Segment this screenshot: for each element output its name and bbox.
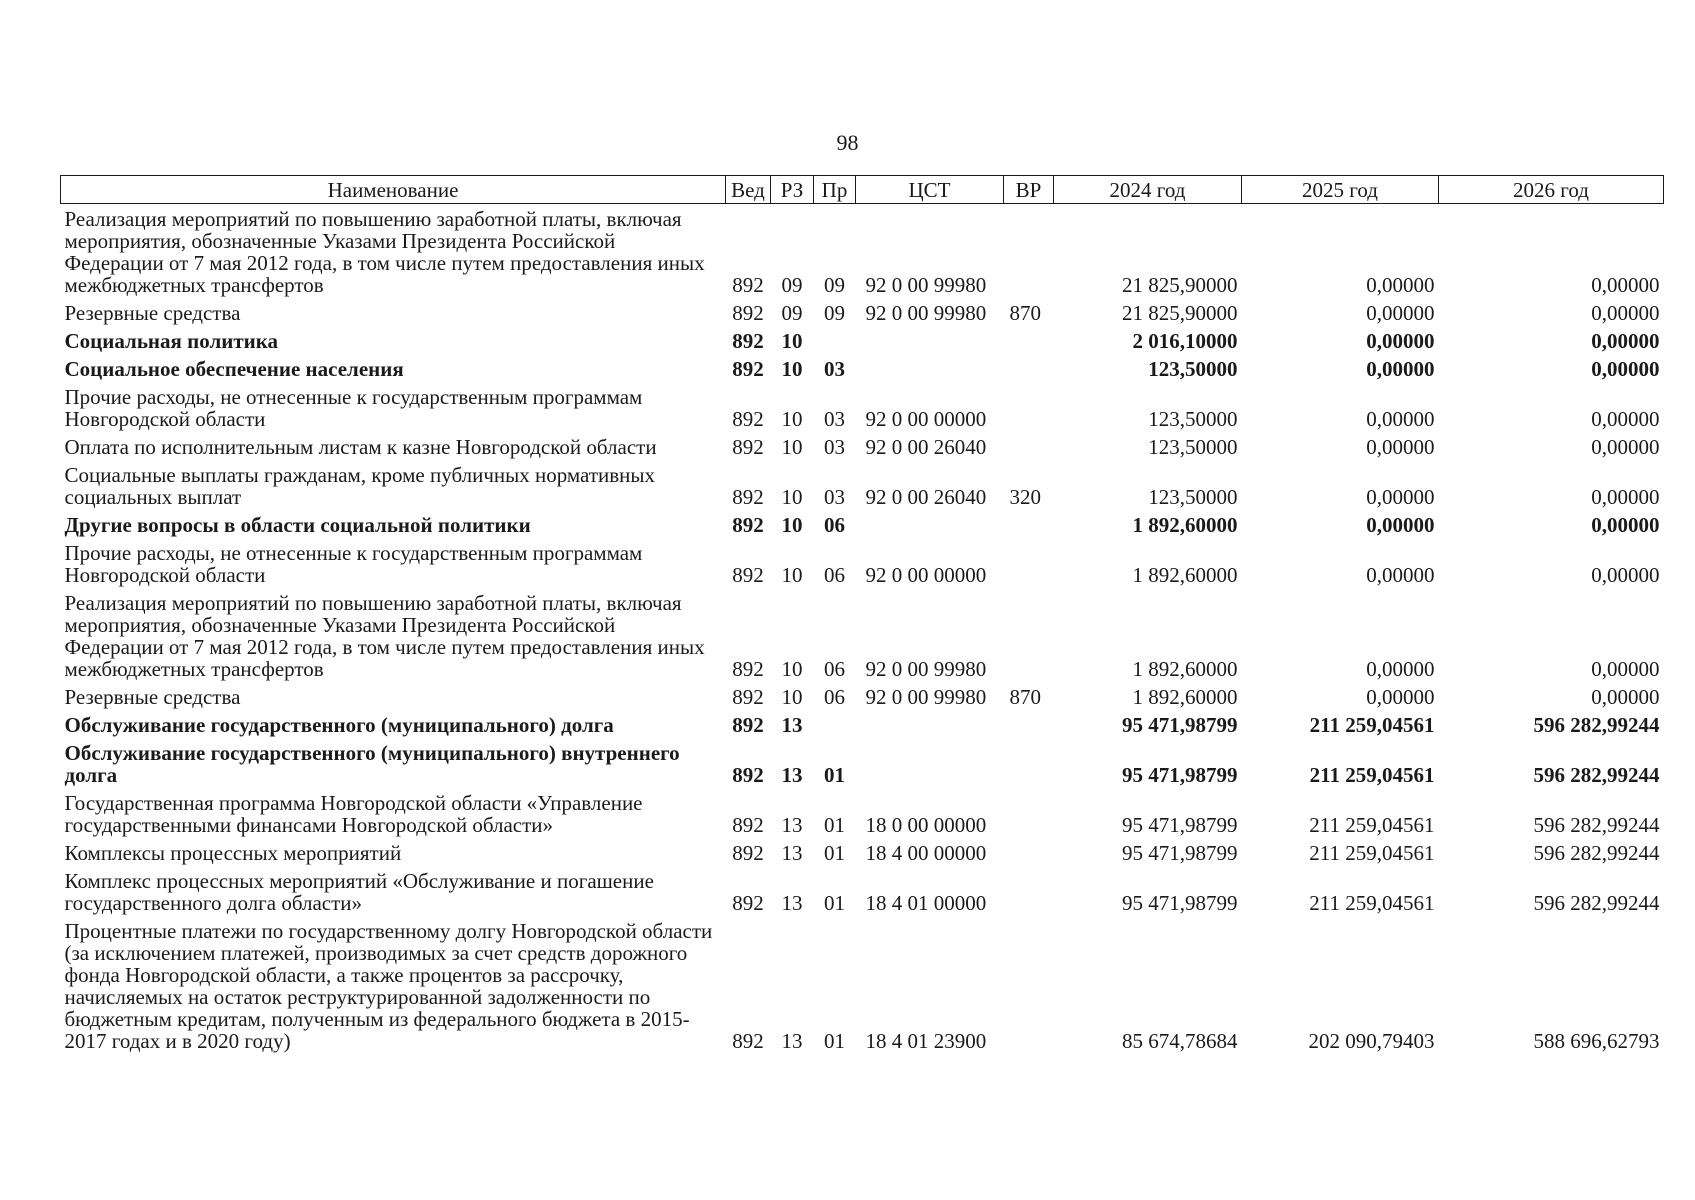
table-body <box>61 204 1664 1055</box>
cell-2026: 0,00000 <box>1591 513 1660 537</box>
cell-name: Обслуживание государственного (муниципального) внутреннего долга <box>64 741 680 787</box>
cell-pr: 06 <box>824 657 845 681</box>
table-row <box>61 788 1664 838</box>
cell-ved: 892 <box>732 813 764 837</box>
cell-2024: 95 471,98799 <box>1122 713 1238 737</box>
cell-vr <box>1004 538 1054 588</box>
cell-pr <box>814 710 856 738</box>
cell-2025: 0,00000 <box>1366 563 1435 587</box>
cell-2026: 0,00000 <box>1591 329 1660 353</box>
cell-2025: 0,00000 <box>1366 685 1435 709</box>
cell-ved: 892 <box>732 685 764 709</box>
cell-2025: 211 259,04561 <box>1309 891 1435 915</box>
cell-ved: 892 <box>732 301 764 325</box>
cell-2025: 0,00000 <box>1366 513 1435 537</box>
cell-ved: 892 <box>732 435 764 459</box>
header-2025: 2025 год <box>1242 176 1439 204</box>
cell-cst: 92 0 00 26040 <box>865 485 987 509</box>
cell-2026: 0,00000 <box>1591 435 1660 459</box>
cell-2024: 123,50000 <box>1148 407 1238 431</box>
cell-2025: 0,00000 <box>1366 301 1435 325</box>
cell-name: Обслуживание государственного (муниципального) долга <box>64 713 614 737</box>
cell-vr <box>1004 382 1054 432</box>
cell-vr <box>1004 788 1054 838</box>
table-row <box>61 866 1664 916</box>
cell-vr <box>1004 710 1054 738</box>
cell-cst: 18 4 01 23900 <box>865 1029 987 1053</box>
cell-name: Резервные средства <box>64 301 241 325</box>
cell-pr: 09 <box>824 301 845 325</box>
cell-pr: 01 <box>824 1029 845 1053</box>
cell-2025: 0,00000 <box>1366 273 1435 297</box>
cell-pr: 03 <box>824 435 845 459</box>
cell-vr: 320 <box>1009 485 1041 509</box>
table-row <box>61 460 1664 510</box>
header-ved: Вед <box>726 176 771 204</box>
cell-pr: 09 <box>824 273 845 297</box>
cell-cst: 18 4 00 00000 <box>865 841 987 865</box>
cell-rz: 10 <box>781 513 803 537</box>
cell-2026: 0,00000 <box>1591 485 1660 509</box>
page-number: 98 <box>836 130 859 155</box>
cell-ved: 892 <box>732 657 764 681</box>
cell-rz: 09 <box>781 301 803 325</box>
cell-ved: 892 <box>732 841 764 865</box>
cell-cst: 92 0 00 26040 <box>865 435 987 459</box>
cell-cst <box>856 738 1004 788</box>
cell-2024: 21 825,90000 <box>1122 273 1238 297</box>
cell-2026: 596 282,99244 <box>1533 713 1660 737</box>
cell-2025: 0,00000 <box>1366 407 1435 431</box>
budget-table <box>60 175 1664 1054</box>
cell-ved: 892 <box>732 357 764 381</box>
cell-2026: 0,00000 <box>1591 357 1660 381</box>
cell-vr <box>1004 432 1054 460</box>
cell-pr: 06 <box>824 513 845 537</box>
cell-rz: 13 <box>781 841 803 865</box>
table-row <box>61 432 1664 460</box>
cell-2026: 0,00000 <box>1591 301 1660 325</box>
cell-name: Социальное обеспечение населения <box>64 357 404 381</box>
cell-name: Комплекс процессных мероприятий «Обслуживание и погашение государственного долга области» <box>64 869 654 915</box>
header-rz: РЗ <box>771 176 814 204</box>
header-pr: Пр <box>814 176 856 204</box>
cell-2025: 211 259,04561 <box>1309 763 1435 787</box>
cell-2026: 588 696,62793 <box>1533 1029 1660 1053</box>
cell-2024: 1 892,60000 <box>1132 657 1238 681</box>
cell-2024: 95 471,98799 <box>1122 763 1238 787</box>
cell-vr <box>1004 354 1054 382</box>
table-row <box>61 354 1664 382</box>
cell-2024: 1 892,60000 <box>1132 513 1238 537</box>
cell-rz: 10 <box>781 563 803 587</box>
cell-2024: 1 892,60000 <box>1132 685 1238 709</box>
cell-cst: 92 0 00 00000 <box>865 407 987 431</box>
cell-pr: 01 <box>824 841 845 865</box>
header-name: Наименование <box>61 176 726 204</box>
cell-2025: 0,00000 <box>1366 657 1435 681</box>
cell-rz: 10 <box>781 435 803 459</box>
cell-ved: 892 <box>732 329 764 353</box>
cell-pr: 03 <box>824 407 845 431</box>
cell-2025: 0,00000 <box>1366 329 1435 353</box>
cell-cst <box>856 326 1004 354</box>
cell-pr: 03 <box>824 357 845 381</box>
table-row <box>61 738 1664 788</box>
table-row <box>61 538 1664 588</box>
cell-2026: 596 282,99244 <box>1533 841 1660 865</box>
cell-2024: 95 471,98799 <box>1122 891 1238 915</box>
cell-2026: 0,00000 <box>1591 563 1660 587</box>
cell-2026: 596 282,99244 <box>1533 813 1660 837</box>
cell-pr: 03 <box>824 485 845 509</box>
cell-pr: 06 <box>824 685 845 709</box>
cell-name: Другие вопросы в области социальной политики <box>64 513 531 537</box>
cell-name: Прочие расходы, не отнесенные к государственным программам Новгородской области <box>64 541 643 587</box>
cell-cst <box>856 354 1004 382</box>
cell-cst: 92 0 00 99980 <box>865 273 987 297</box>
cell-rz: 13 <box>781 763 803 787</box>
cell-vr <box>1004 738 1054 788</box>
cell-2024: 123,50000 <box>1148 357 1238 381</box>
cell-rz: 10 <box>781 657 803 681</box>
cell-2026: 596 282,99244 <box>1533 763 1660 787</box>
cell-2025: 211 259,04561 <box>1309 813 1435 837</box>
cell-2024: 95 471,98799 <box>1122 841 1238 865</box>
table-row <box>61 382 1664 432</box>
cell-name: Комплексы процессных мероприятий <box>64 841 402 865</box>
cell-rz: 13 <box>781 1029 803 1053</box>
table-row <box>61 838 1664 866</box>
cell-vr <box>1004 204 1054 299</box>
cell-cst: 92 0 00 00000 <box>865 563 987 587</box>
cell-2024: 2 016,10000 <box>1132 329 1238 353</box>
cell-cst <box>856 510 1004 538</box>
table-row <box>61 326 1664 354</box>
cell-vr <box>1004 916 1054 1054</box>
cell-cst: 92 0 00 99980 <box>865 685 987 709</box>
cell-2026: 0,00000 <box>1591 657 1660 681</box>
cell-2026: 0,00000 <box>1591 407 1660 431</box>
cell-rz: 10 <box>781 485 803 509</box>
cell-name: Социальная политика <box>64 329 279 353</box>
cell-2026: 0,00000 <box>1591 685 1660 709</box>
cell-rz: 10 <box>781 685 803 709</box>
cell-2024: 85 674,78684 <box>1122 1029 1238 1053</box>
cell-ved: 892 <box>732 1029 764 1053</box>
table-row <box>61 588 1664 682</box>
cell-pr: 06 <box>824 563 845 587</box>
header-row <box>61 176 1664 204</box>
cell-name: Реализация мероприятий по повышению заработной платы, включая мероприятия, обозначенные Указами Президента Российской Федерации от 7 мая 2012 года, в том числе путем предоставления иных межбюджетных трансфертов <box>64 591 705 681</box>
cell-cst: 92 0 00 99980 <box>865 657 987 681</box>
cell-ved: 892 <box>732 485 764 509</box>
cell-vr <box>1004 510 1054 538</box>
cell-ved: 892 <box>732 513 764 537</box>
cell-ved: 892 <box>732 891 764 915</box>
cell-vr: 870 <box>1009 301 1041 325</box>
cell-rz: 09 <box>781 273 803 297</box>
cell-vr <box>1004 588 1054 682</box>
cell-2024: 95 471,98799 <box>1122 813 1238 837</box>
table-row <box>61 916 1664 1054</box>
cell-name: Социальные выплаты гражданам, кроме публичных нормативных социальных выплат <box>64 463 656 509</box>
table-row <box>61 298 1664 326</box>
cell-2024: 123,50000 <box>1148 435 1238 459</box>
cell-vr <box>1004 326 1054 354</box>
cell-ved: 892 <box>732 563 764 587</box>
cell-rz: 13 <box>781 713 803 737</box>
cell-ved: 892 <box>732 713 764 737</box>
cell-rz: 13 <box>781 813 803 837</box>
cell-name: Процентные платежи по государственному долгу Новгородской области (за исключением платежей, производимых за счет средств дорожного фонда Новгородской области, а также процентов за рассрочку, начисляемых на остаток реструктурированной задолженности по бюджетным кредитам, полученным из федерального бюджета в 2015-2017 годах и в 2020 году) <box>64 919 713 1053</box>
cell-pr: 01 <box>824 763 845 787</box>
cell-pr: 01 <box>824 891 845 915</box>
header-2026: 2026 год <box>1439 176 1664 204</box>
cell-2026: 0,00000 <box>1591 273 1660 297</box>
cell-2026: 596 282,99244 <box>1533 891 1660 915</box>
cell-2025: 211 259,04561 <box>1309 841 1435 865</box>
cell-2024: 21 825,90000 <box>1122 301 1238 325</box>
cell-2025: 0,00000 <box>1366 485 1435 509</box>
cell-cst: 18 4 01 00000 <box>865 891 987 915</box>
cell-2025: 0,00000 <box>1366 435 1435 459</box>
cell-rz: 13 <box>781 891 803 915</box>
table-row <box>61 510 1664 538</box>
cell-cst <box>856 710 1004 738</box>
cell-name: Оплата по исполнительным листам к казне Новгородской области <box>64 435 657 459</box>
cell-pr: 01 <box>824 813 845 837</box>
cell-rz: 10 <box>781 329 803 353</box>
header-cst: ЦСТ <box>856 176 1004 204</box>
cell-2024: 1 892,60000 <box>1132 563 1238 587</box>
table-row <box>61 204 1664 299</box>
cell-vr: 870 <box>1009 685 1041 709</box>
cell-vr <box>1004 866 1054 916</box>
cell-rz: 10 <box>781 357 803 381</box>
table-row <box>61 710 1664 738</box>
cell-2025: 0,00000 <box>1366 357 1435 381</box>
cell-ved: 892 <box>732 407 764 431</box>
cell-ved: 892 <box>732 763 764 787</box>
cell-2025: 211 259,04561 <box>1309 713 1435 737</box>
cell-cst: 18 0 00 00000 <box>865 813 987 837</box>
cell-name: Прочие расходы, не отнесенные к государственным программам Новгородской области <box>64 385 643 431</box>
cell-2025: 202 090,79403 <box>1308 1029 1435 1053</box>
header-2024: 2024 год <box>1054 176 1242 204</box>
cell-vr <box>1004 838 1054 866</box>
cell-name: Резервные средства <box>64 685 241 709</box>
cell-ved: 892 <box>732 273 764 297</box>
cell-pr <box>814 326 856 354</box>
table-row <box>61 682 1664 710</box>
cell-2024: 123,50000 <box>1148 485 1238 509</box>
cell-name: Реализация мероприятий по повышению заработной платы, включая мероприятия, обозначенные Указами Президента Российской Федерации от 7 мая 2012 года, в том числе путем предоставления иных межбюджетных трансфертов <box>64 207 705 297</box>
cell-name: Государственная программа Новгородской области «Управление государственными финансами Новгородской области» <box>64 791 643 837</box>
header-vr: ВР <box>1004 176 1054 204</box>
cell-cst: 92 0 00 99980 <box>865 301 987 325</box>
cell-rz: 10 <box>781 407 803 431</box>
